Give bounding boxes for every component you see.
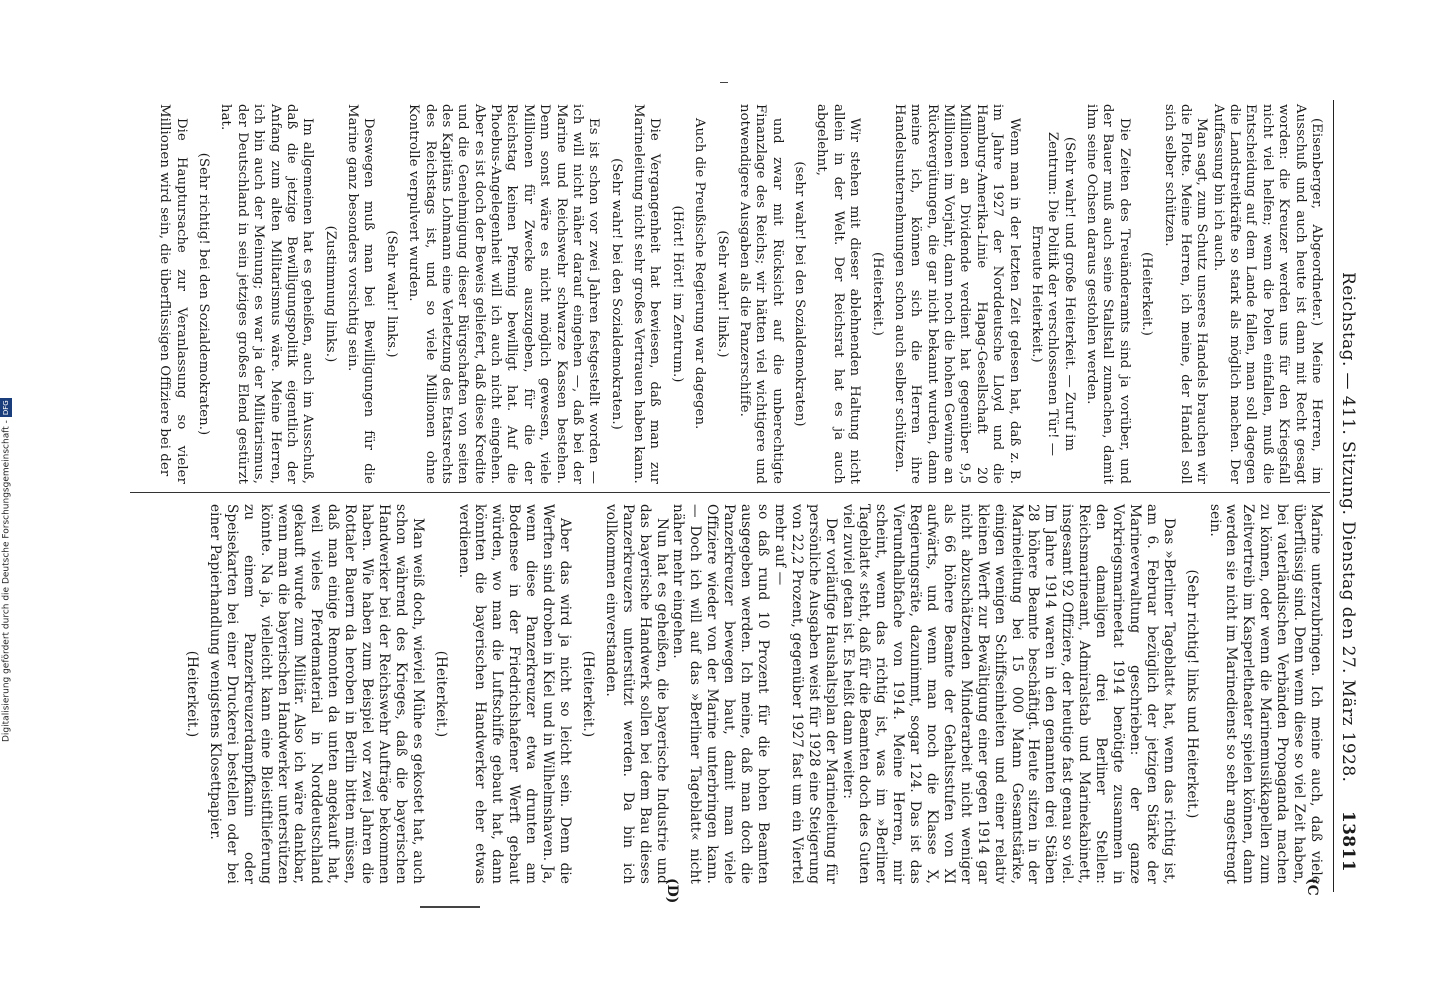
- left-interjection: (sehr wahr! bei den Sozialdemokraten): [792, 161, 808, 427]
- scan-speck: [720, 82, 728, 83]
- left-interjection: (Sehr richtig! bei den Sozialdemokraten.): [196, 152, 212, 436]
- header-title: Reichstag. — 411. Sitzung. Dienstag den 27. März 1928.: [1338, 272, 1358, 783]
- left-paragraph: Deswegen muß man bei Bewilligungen für die Marine ganz besonders vorsichtig sein.: [345, 104, 377, 484]
- left-paragraph: (Eisenberger, Abgeordneter.) Meine Herren, im Ausschuß und auch heute ist dann mit Recht gesagt worden: die Kreuzer werden uns für den Kriegsfall nicht viel helfen; wenn die Polen einfallen, muß die Entscheidung auf dem Lande fallen, man soll dagegen die Landstreitkräfte so stark als möglich machen. Der Auffassung bin ich auch.: [1210, 104, 1324, 484]
- right-paragraph: Man weiß doch, wieviel Mühe es gekostet hat, auch schon während des Krieges, daß die bayerischen Handwerker bei der Reichswehr Aufträge bekommen haben. Wie haben zum Beispiel vor zwei Jahren die Rottaler Bauern da heroben in Berlin bitten müssen, daß man einige Remonten da unten angekauft hat, weil vieles Pferdematerial in Norddeutschland gekauft wurde zum Militär. Also ich wäre dankbar, wenn man die bayerischen Handwerker unterstützen könnte. Na ja, vielleicht kann eine Bleistiftlieferung zu einem Panzerkreuzerdampfkanin oder Speisekarten bei einer Druckerei bestellen oder bei einer Papierhandlung wenigstens Klosettpapier.: [206, 504, 426, 884]
- dfg-logo: DFG: [2, 400, 10, 416]
- left-paragraph: Im allgemeinen hat es geheißen, auch im Ausschuß, daß die jetzige Bewilligungspolitik eigentlich der Anfang zum alten Militarismus wäre. Meine Herren, ich bin auch der Meinung; es war ja der Militarismus, der Deutschland in sein jetziges großes Elend gestürzt hat.: [218, 104, 316, 484]
- right-paragraph: Nun hat es geheißen, die bayerische Industrie und das bayerische Handwerk sollen bei dem Bau dieses Panzerkreuzers unterstützt werden. Da bin ich vollkommen einverstanden.: [602, 504, 670, 884]
- right-paragraph: Aber das wird ja nicht so leicht sein. Denn die Werften sind droben in Kiel und in Wilhelmshaven. Ja, wenn diese Panzerkreuzer etwa drunten am Bodensee in der Friedrichshafener Werft gebaut würden, wo man die Luftschiffe gebaut hat, dann könnten die bayerischen Handwerker eher etwas verdienen.: [455, 504, 574, 884]
- left-interjection: (Sehr wahr! links.): [383, 230, 399, 358]
- page-header: [1336, 100, 1360, 892]
- right-interjection: (Sehr richtig! links und Heiterkeit.): [1183, 569, 1200, 819]
- left-paragraph: Es ist schon vor zwei Jahren festgestellt worden — ich will nicht näher darauf eingehen —, daß bei der Marine und Reichswehr schwarze Kassen bestehen. Denn sonst wäre es nicht möglich gewesen, viele Millionen für Zwecke auszugeben, für die der Reichstag keinen Pfennig bewilligt hat. Auf die Phoebus-Angelegenheit will ich auch nicht eingehen. Aber es ist doch der Beweis geliefert, daß diese Kredite und die Genehmigung dieser Bürgschaften von seiten des Kapitäns Lohmann eine Verletzung des Etatsrechts des Reichstags ist, und so viele Millionen ohne Kontrolle verpulvert wurden.: [406, 104, 602, 484]
- digitization-text: Digitalisierung gefördert durch die Deutsche Forschungsgemeinschaft -: [1, 420, 12, 742]
- left-paragraph: Man sagt, zum Schutz unseres Handels brauchen wir die Flotte. Meine Herren, ich meine, der Handel soll sich selber schützen.: [1161, 104, 1210, 484]
- right-column: [177, 504, 1324, 884]
- left-interjection: (Sehr wahr! bei den Sozialdemokraten.): [608, 158, 624, 430]
- left-paragraph: Die Zeiten des Treuänderamts sind ja vorüber, und der Bauer muß auch seine Stallstall zumachen, damit ihm seine Ochsen daraus gestohlen werden.: [1084, 104, 1132, 484]
- digitization-note: [0, 400, 12, 742]
- left-interjection: (Sehr wahr! und große Heiterkeit. — Zuruf im Zentrum: Die Politik der verschlossenen Tür! — Erneute Heiterkeit.): [1029, 131, 1077, 457]
- right-interjection: (Heiterkeit.): [432, 650, 449, 738]
- right-interjection: (Heiterkeit.): [579, 650, 596, 738]
- scan-stroke: [420, 906, 480, 908]
- left-paragraph: Die Vergangenheit hat bewiesen, daß man zur Marineleitung nicht sehr großes Vertrauen haben kann.: [631, 104, 663, 484]
- left-interjection: (Sehr wahr! links.): [714, 230, 730, 358]
- left-interjection: (Heiterkeit.): [1139, 251, 1155, 337]
- right-paragraph: Das »Berliner Tageblatt« hat, wenn das richtig ist, am 6. Februar bezüglich der jetzigen Stärke der Marineverwaltung geschrieben: der ganze Vorkriegsmarineetat 1914 benötigte zusammen in den damaligen drei Berliner Stellen: Reichsmarineamt, Admiralstab und Marinekabinett, insgesamt 92 Offiziere, der heutige fast genau so viel. Im Jahre 1914 waren in den genannten drei Stäben 28 höhere Beamte beschäftigt. Heute sitzen in der Marineleitung bei 15 000 Mann Gesamtstärke, einigen wenigen Schiffseinheiten und einer relativ kleinen Werft zur Bewältigung einer gegen 1914 gar nicht abzuschätzenden Minderarbeit nicht weniger als 66 höhere Beamte der Gehaltsstufen von XI aufwärts, und wenn man noch die Klasse X, Regierungsräte, dazunimmt, sogar 124. Das ist das Vierundhalbfache von 1914. Meine Herren, mir scheint, wenn das richtig ist, was im »Berliner Tageblatt« steht, daß für die Beamten doch des Guten viel zuviel getan ist. Es heißt dann weiter:: [839, 504, 1177, 884]
- margin-mark-c: (C: [1304, 878, 1320, 896]
- left-paragraph: Die Hauptursache zur Veranlassung so vieler Millionen wird sein, die überflüssigen Offiziere bei der: [157, 104, 189, 484]
- right-paragraph: Der vorläufige Haushaltsplan der Marineleitung für persönliche Ausgaben weist für 1928 eine Steigerung von 22,2 Prozent, gegenüber 1927 fast um ein Viertel mehr auf —: [771, 504, 839, 884]
- header-rule: [1333, 100, 1334, 892]
- right-interjection: (Heiterkeit.): [184, 650, 200, 738]
- left-interjection: (Hört! Hört! im Zentrum.): [669, 205, 685, 383]
- left-interjection: (Zustimmung links.): [322, 225, 338, 363]
- left-column: [156, 104, 1324, 484]
- left-paragraph: Wir stehen mit dieser ablehnenden Haltung nicht allein in der Welt. Der Reichsrat hat es ja auch abgelehnt,: [814, 104, 863, 484]
- page-number: 13811: [1338, 810, 1358, 872]
- left-paragraph: Wenn man in der letzten Zeit gelesen hat, daß z. B. im Jahre 1927 der Norddeutsche Lloyd und die Hamburg-Amerika-Linie Hapag-Gesellschaft 20 Millionen an Dividende verdient hat gegenüber 9,5 Millionen im Vorjahr, dann noch die hohen Gewinne an Rückvergütungen, die gar nicht bekannt wurden, dann meine ich, können sich die Herren ihre Handelsunternehmungen schon auch selber schützen.: [892, 104, 1022, 484]
- column-divider: [130, 492, 1330, 493]
- left-paragraph: Auch die Preußische Regierung war dagegen.: [692, 118, 708, 430]
- left-paragraph: und zwar mit Rücksicht auf die unberechtigte Finanzlage des Reichs; wir hätten viel wichtigere und notwendigere Ausgaben als die Panzerschiffe.: [737, 104, 785, 484]
- rotated-page: [110, 100, 1360, 904]
- margin-mark-d: (D): [664, 878, 680, 904]
- right-paragraph: so daß rund 10 Prozent für die hohen Beamten ausgegeben werden. Ich meine, daß man doch die Panzerkreuzer bewegen baut, damit man viele Offiziere wieder von der Marine unterbringen kann. — Doch ich will auf das »Berliner Tageblatt« nicht näher mehr eingehen.: [670, 504, 771, 884]
- left-interjection: (Heiterkeit.): [869, 251, 885, 337]
- right-paragraph: Marine unterzubringen. Ich meine auch, daß viele überflüssig sind. Denn wenn diese so viel Zeit haben, bei vaterländischen Verbänden Propaganda machen zu können, oder wenn die Marinemusikkapellen zum Zeitvertreib im Kasperletheater spielen können, dann werden sie nicht im Marinedienst so sehr angestrengt sein.: [1206, 504, 1324, 884]
